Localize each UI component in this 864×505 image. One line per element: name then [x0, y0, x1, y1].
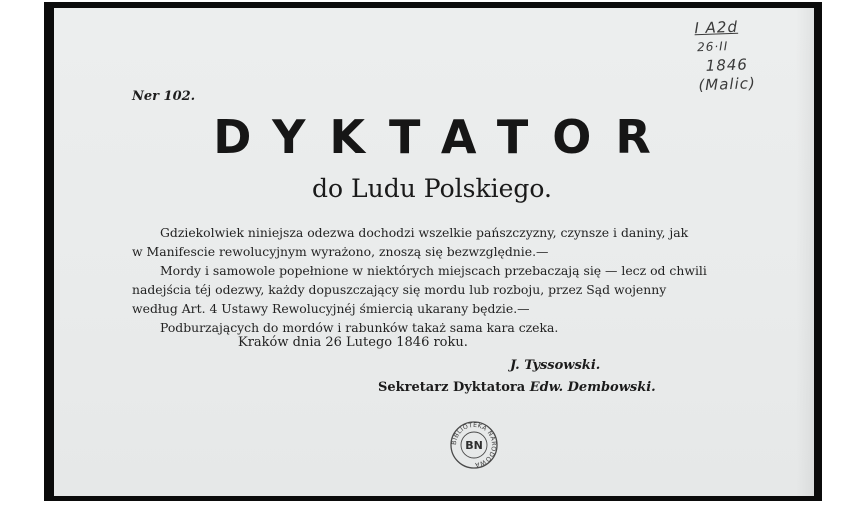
page-title: DYKTATOR — [213, 110, 675, 164]
page-subtitle: do Ludu Polskiego. — [312, 174, 552, 203]
notation-line: (Malic) — [698, 74, 757, 95]
signature-dictator: J. Tyssowski. — [510, 358, 601, 373]
body-line: według Art. 4 Ustawy Rewolucyjnéj śmiercią ukarany będzie.— — [132, 301, 530, 316]
body-line: Podburzających do mordów i rabunków takaż sama kara czeka. — [160, 320, 559, 335]
notation-line: 1846 — [705, 55, 749, 75]
stamp-mark: BN — [465, 439, 483, 452]
body-line: nadejścia téj odezwy, każdy dopuszczający się mordu lub rozboju, przez Sąd wojenny — [132, 282, 667, 297]
body-line: Mordy i samowole popełnione w niektórych miejscach przebaczają się — lecz od chwili — [160, 263, 707, 278]
document-number: Ner 102. — [132, 89, 196, 104]
library-stamp — [449, 420, 499, 470]
body-line: w Manifescie rewolucyjnym wyrażono, znoszą się bezwzględnie.— — [132, 244, 549, 259]
place-date: Kraków dnia 26 Lutego 1846 roku. — [238, 335, 468, 350]
notation-line: I A2d — [694, 17, 739, 38]
document-page — [54, 8, 814, 496]
notation-line: 26·II — [696, 39, 729, 55]
secretary-name: Edw. Dembowski. — [529, 380, 656, 395]
handwritten-notation — [690, 17, 774, 130]
secretary-title: Sekretarz Dyktatora — [378, 380, 526, 395]
signature-secretary — [378, 380, 656, 395]
body-line: Gdziekolwiek niniejsza odezwa dochodzi wszelkie pańszczyzny, czynsze i daniny, jak — [160, 225, 689, 240]
stamp-text: BIBLIOTEKA NARODOWA — [450, 421, 498, 469]
